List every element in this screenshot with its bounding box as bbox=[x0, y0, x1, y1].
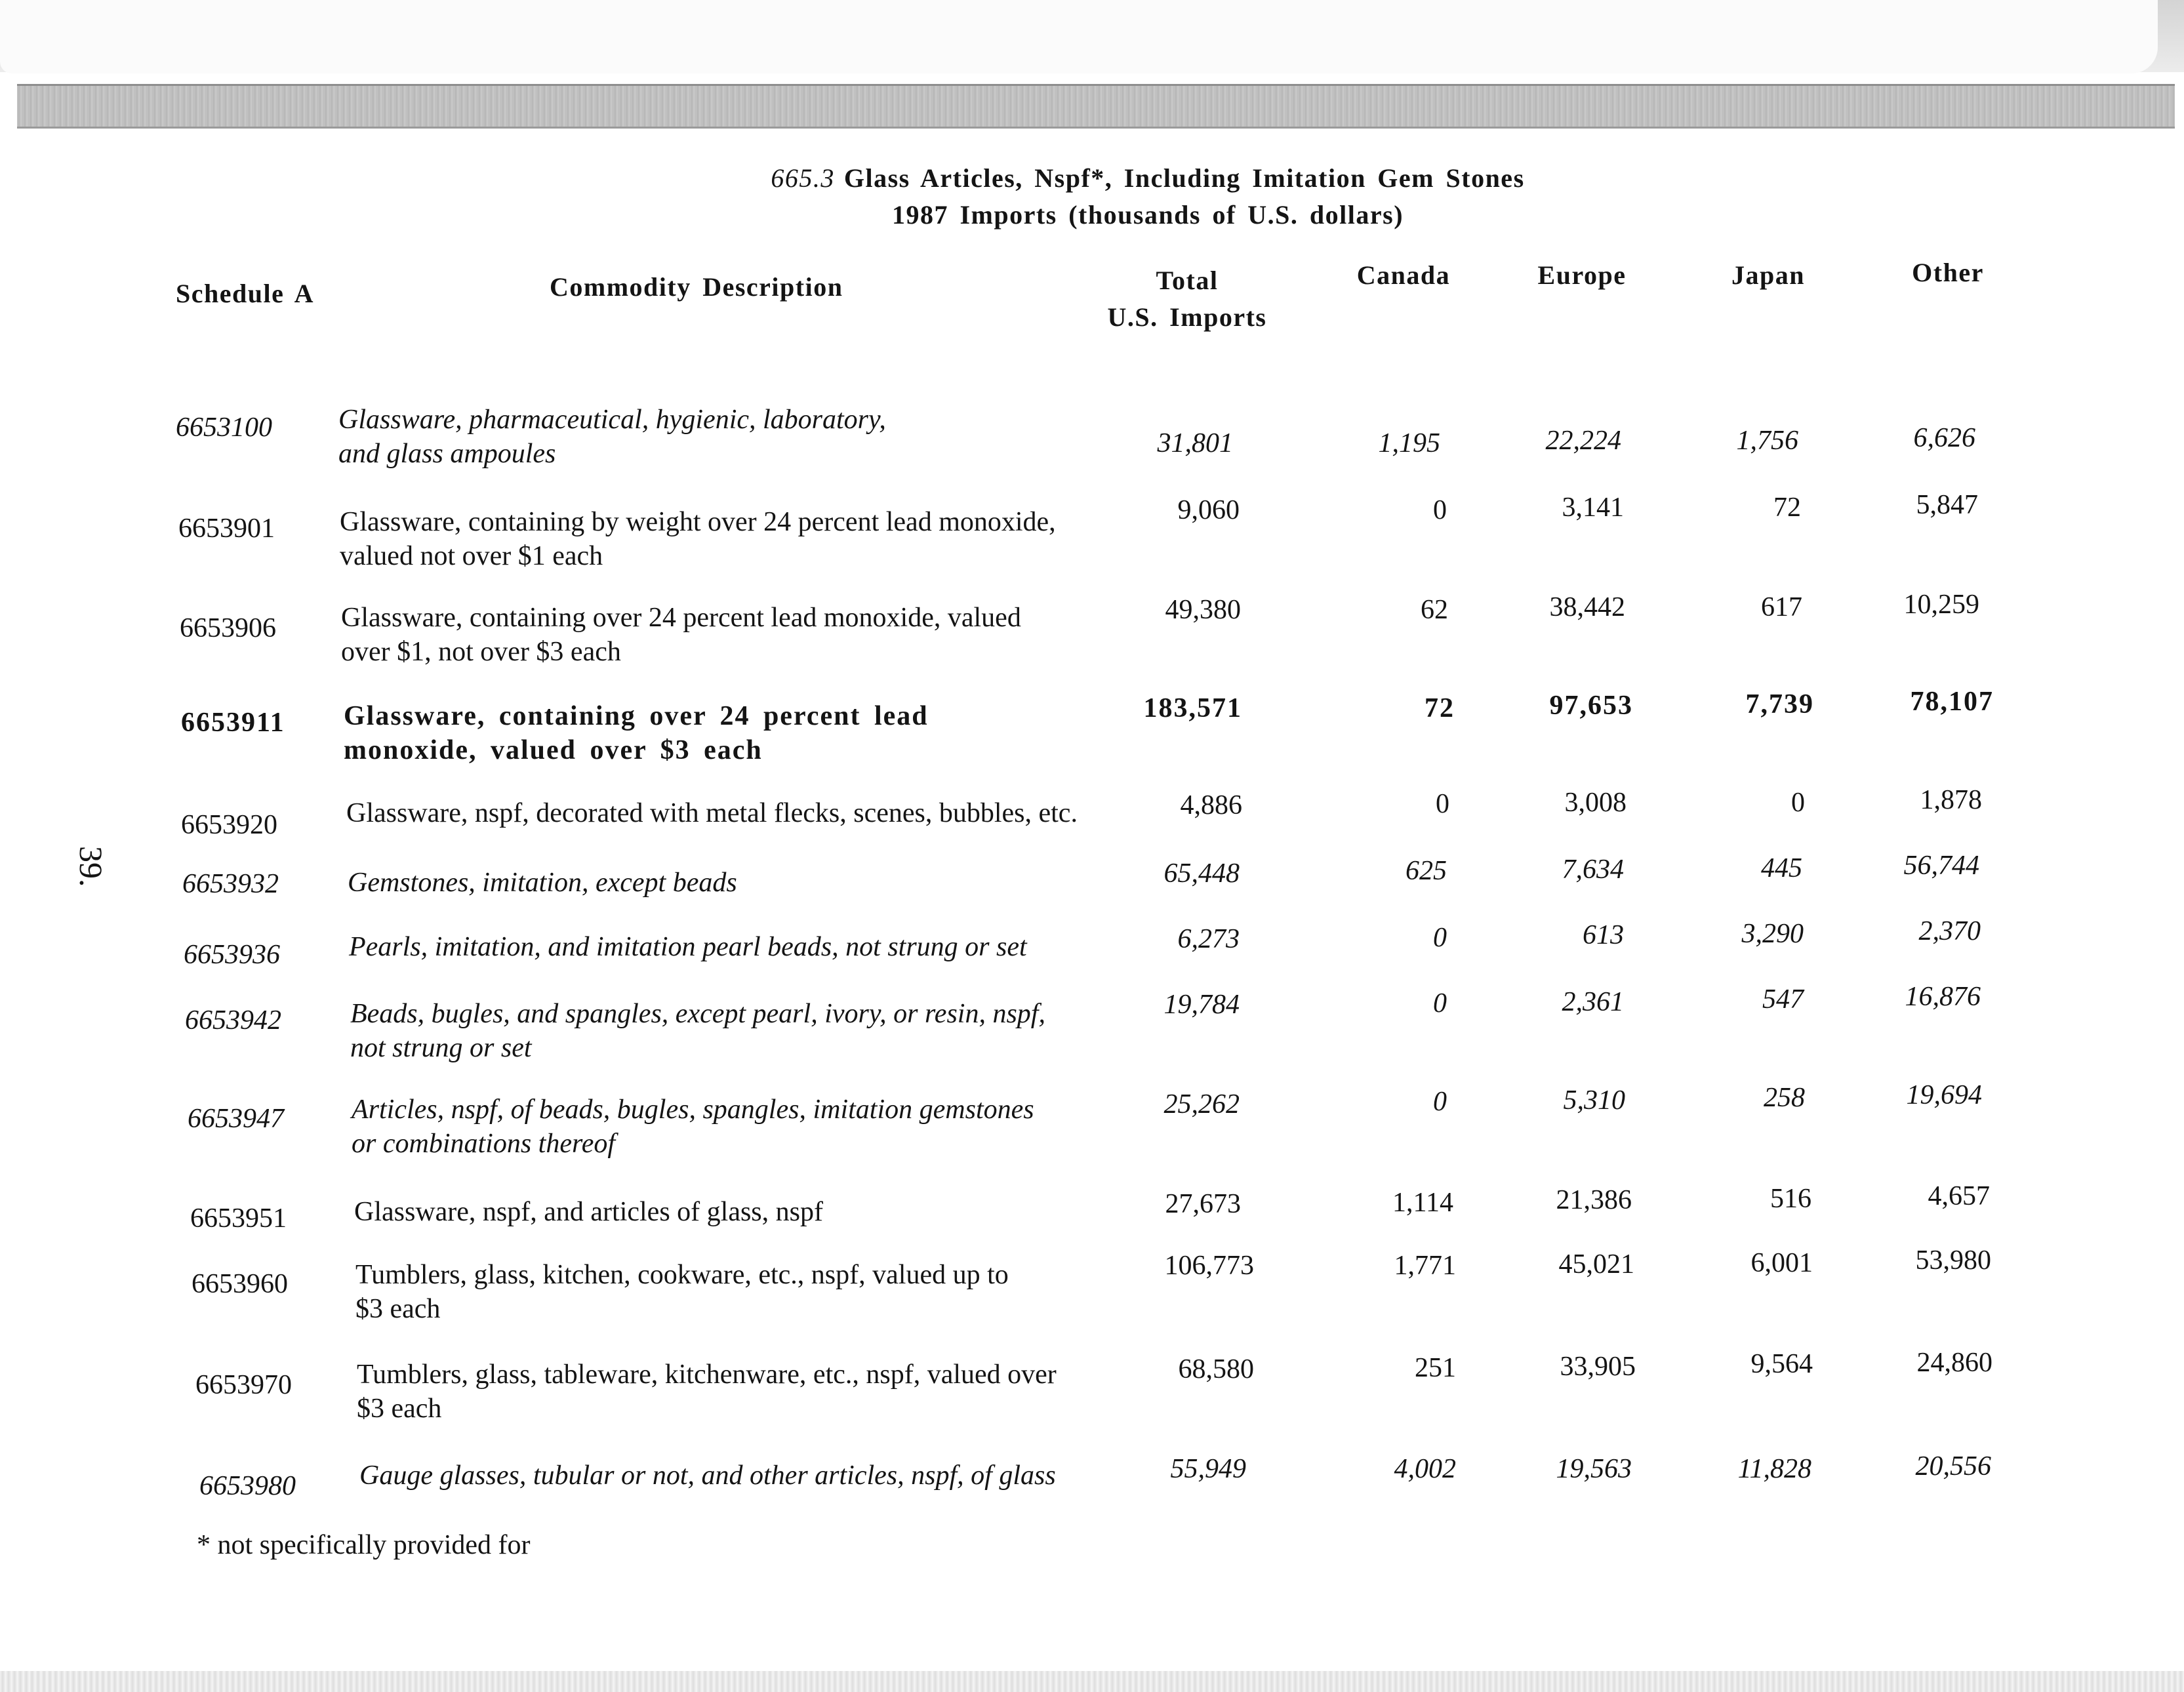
other-value: 4,657 bbox=[1928, 1181, 1990, 1211]
japan-value: 11,828 bbox=[1737, 1454, 1811, 1484]
europe-value: 613 bbox=[1583, 920, 1624, 950]
japan-value: 547 bbox=[1762, 984, 1804, 1015]
total-imports: 9,060 bbox=[1177, 495, 1240, 525]
header-total-line-2: U.S. Imports bbox=[1107, 302, 1267, 332]
canada-value: 0 bbox=[1436, 789, 1449, 819]
description-line-2: $3 each bbox=[357, 1394, 442, 1424]
commodity-description bbox=[338, 403, 1073, 471]
other-value: 19,694 bbox=[1906, 1080, 1982, 1110]
description-line-1: Pearls, imitation, and imitation pearl beads, not strung or set bbox=[349, 932, 1027, 962]
header-other: Other bbox=[1912, 258, 1984, 287]
section-number: 665.3 bbox=[771, 163, 835, 193]
total-imports: 49,380 bbox=[1165, 595, 1241, 625]
schedule-code: 6653970 bbox=[195, 1370, 292, 1400]
description-line-1: Tumblers, glass, tableware, kitchenware, etc., nspf, valued over bbox=[357, 1360, 1057, 1390]
canada-value: 62 bbox=[1421, 595, 1448, 625]
schedule-code: 6653951 bbox=[190, 1203, 287, 1234]
canada-value: 0 bbox=[1433, 1087, 1447, 1117]
title-line-1 bbox=[656, 160, 1640, 197]
header-canada: Canada bbox=[1356, 260, 1451, 290]
description-line-1: Glassware, containing over 24 percent lead bbox=[344, 701, 929, 731]
europe-value: 2,361 bbox=[1562, 987, 1624, 1017]
description-line-2: valued not over $1 each bbox=[340, 541, 603, 571]
total-imports: 106,773 bbox=[1164, 1251, 1254, 1281]
canada-value: 0 bbox=[1433, 988, 1447, 1018]
schedule-code: 6653947 bbox=[188, 1104, 284, 1134]
other-value: 56,744 bbox=[1903, 851, 1979, 881]
japan-value: 445 bbox=[1761, 853, 1802, 883]
canada-value: 4,002 bbox=[1394, 1454, 1456, 1484]
total-imports: 25,262 bbox=[1163, 1089, 1240, 1119]
canada-value: 251 bbox=[1415, 1353, 1456, 1383]
japan-value: 7,739 bbox=[1745, 689, 1814, 719]
japan-value: 6,001 bbox=[1750, 1248, 1813, 1278]
other-value: 78,107 bbox=[1910, 687, 1994, 717]
total-imports: 55,949 bbox=[1170, 1454, 1246, 1484]
other-value: 53,980 bbox=[1915, 1245, 1991, 1276]
canada-value: 1,195 bbox=[1378, 428, 1440, 458]
description-line-1: Tumblers, glass, kitchen, cookware, etc., nspf, valued up to bbox=[355, 1260, 1009, 1290]
commodity-description bbox=[355, 1258, 1090, 1326]
total-imports: 4,886 bbox=[1180, 790, 1242, 820]
japan-value: 258 bbox=[1764, 1083, 1805, 1113]
description-line-1: Glassware, containing over 24 percent lead monoxide, valued bbox=[341, 603, 1021, 633]
description-line-1: Articles, nspf, of beads, bugles, spangles, imitation gemstones bbox=[352, 1095, 1034, 1125]
europe-value: 3,141 bbox=[1562, 493, 1624, 523]
page-number: 39. bbox=[73, 846, 110, 887]
header-total bbox=[1089, 262, 1285, 336]
europe-value: 38,442 bbox=[1549, 592, 1625, 622]
total-imports: 65,448 bbox=[1163, 858, 1240, 889]
japan-value: 3,290 bbox=[1741, 919, 1804, 949]
description-line-2: and glass ampoules bbox=[338, 439, 556, 469]
commodity-description bbox=[340, 505, 1074, 573]
europe-value: 5,310 bbox=[1563, 1085, 1625, 1116]
schedule-code: 6653942 bbox=[185, 1005, 281, 1036]
europe-value: 21,386 bbox=[1556, 1185, 1632, 1215]
commodity-description bbox=[341, 601, 1076, 669]
schedule-code: 6653901 bbox=[178, 514, 275, 544]
total-imports: 6,273 bbox=[1177, 924, 1240, 954]
europe-value: 97,653 bbox=[1549, 691, 1633, 721]
scan-bottom-edge bbox=[0, 1671, 2184, 1692]
canada-value: 1,771 bbox=[1394, 1251, 1456, 1281]
total-imports: 31,801 bbox=[1157, 428, 1233, 458]
schedule-code: 6653906 bbox=[180, 613, 276, 643]
other-value: 5,847 bbox=[1916, 490, 1978, 520]
scan-shade-band bbox=[17, 84, 2175, 129]
europe-value: 7,634 bbox=[1562, 855, 1624, 885]
footnote: * not specifically provided for bbox=[197, 1530, 531, 1560]
description-line-2: or combinations thereof bbox=[352, 1129, 616, 1159]
other-value: 10,259 bbox=[1903, 590, 1979, 620]
scan-page-edge bbox=[0, 0, 2158, 73]
total-imports: 27,673 bbox=[1165, 1189, 1241, 1219]
japan-value: 516 bbox=[1770, 1184, 1811, 1214]
europe-value: 22,224 bbox=[1545, 426, 1621, 456]
header-description: Commodity Description bbox=[550, 272, 843, 302]
description-line-2: $3 each bbox=[355, 1294, 441, 1324]
other-value: 24,860 bbox=[1916, 1348, 1992, 1378]
total-imports: 68,580 bbox=[1178, 1354, 1254, 1384]
schedule-code: 6653932 bbox=[182, 869, 279, 899]
commodity-description bbox=[354, 1195, 1089, 1229]
title-line-2: 1987 Imports (thousands of U.S. dollars) bbox=[891, 200, 1404, 230]
japan-value: 9,564 bbox=[1750, 1349, 1813, 1379]
schedule-code: 6653100 bbox=[176, 413, 272, 443]
schedule-code: 6653920 bbox=[181, 810, 277, 840]
description-line-2: over $1, not over $3 each bbox=[341, 637, 621, 667]
canada-value: 1,114 bbox=[1392, 1188, 1453, 1218]
total-imports: 183,571 bbox=[1143, 693, 1242, 723]
other-value: 2,370 bbox=[1918, 916, 1981, 946]
other-value: 16,876 bbox=[1905, 982, 1981, 1012]
canada-value: 0 bbox=[1433, 923, 1447, 953]
description-line-1: Glassware, containing by weight over 24 percent lead monoxide, bbox=[340, 507, 1056, 537]
commodity-description bbox=[357, 1358, 1091, 1426]
header-europe: Europe bbox=[1537, 260, 1627, 290]
header-japan: Japan bbox=[1731, 260, 1805, 290]
canada-value: 72 bbox=[1425, 693, 1455, 723]
schedule-code: 6653911 bbox=[181, 708, 285, 738]
header-total-line-1: Total bbox=[1156, 266, 1219, 295]
commodity-description bbox=[348, 866, 1082, 900]
other-value: 6,626 bbox=[1913, 423, 1975, 453]
description-line-1: Glassware, pharmaceutical, hygienic, laboratory, bbox=[338, 405, 886, 435]
japan-value: 72 bbox=[1773, 493, 1801, 523]
description-line-1: Gemstones, imitation, except beads bbox=[348, 868, 737, 898]
commodity-description bbox=[350, 997, 1111, 1065]
schedule-code: 6653980 bbox=[199, 1471, 296, 1501]
description-line-1: Beads, bugles, and spangles, except pearl, ivory, or resin, nspf, bbox=[350, 999, 1045, 1029]
japan-value: 1,756 bbox=[1736, 426, 1798, 456]
description-line-2: monoxide, valued over $3 each bbox=[344, 735, 763, 765]
europe-value: 45,021 bbox=[1558, 1249, 1634, 1279]
description-line-2: not strung or set bbox=[350, 1033, 532, 1063]
canada-value: 0 bbox=[1433, 495, 1447, 525]
title-text: Glass Articles, Nspf*, Including Imitation Gem Stones bbox=[843, 163, 1525, 193]
schedule-code: 6653936 bbox=[184, 940, 280, 970]
header-schedule: Schedule A bbox=[176, 279, 315, 308]
description-line-1: Glassware, nspf, decorated with metal flecks, scenes, bubbles, etc. bbox=[346, 798, 1078, 828]
description-line-1: Gauge glasses, tubular or not, and other articles, nspf, of glass bbox=[359, 1460, 1056, 1491]
europe-value: 19,563 bbox=[1556, 1454, 1632, 1484]
europe-value: 33,905 bbox=[1560, 1352, 1636, 1382]
other-value: 1,878 bbox=[1920, 785, 1982, 815]
total-imports: 19,784 bbox=[1163, 990, 1240, 1020]
table-title bbox=[656, 160, 1640, 233]
schedule-code: 6653960 bbox=[192, 1269, 288, 1299]
japan-value: 617 bbox=[1761, 592, 1802, 622]
commodity-description bbox=[346, 796, 1107, 830]
commodity-description bbox=[359, 1459, 1120, 1493]
other-value: 20,556 bbox=[1915, 1451, 1991, 1481]
canada-value: 625 bbox=[1405, 856, 1447, 886]
commodity-description bbox=[349, 930, 1110, 964]
commodity-description bbox=[344, 699, 1078, 767]
commodity-description bbox=[352, 1093, 1112, 1161]
japan-value: 0 bbox=[1791, 788, 1805, 818]
description-line-1: Glassware, nspf, and articles of glass, nspf bbox=[354, 1197, 823, 1227]
europe-value: 3,008 bbox=[1564, 788, 1627, 818]
